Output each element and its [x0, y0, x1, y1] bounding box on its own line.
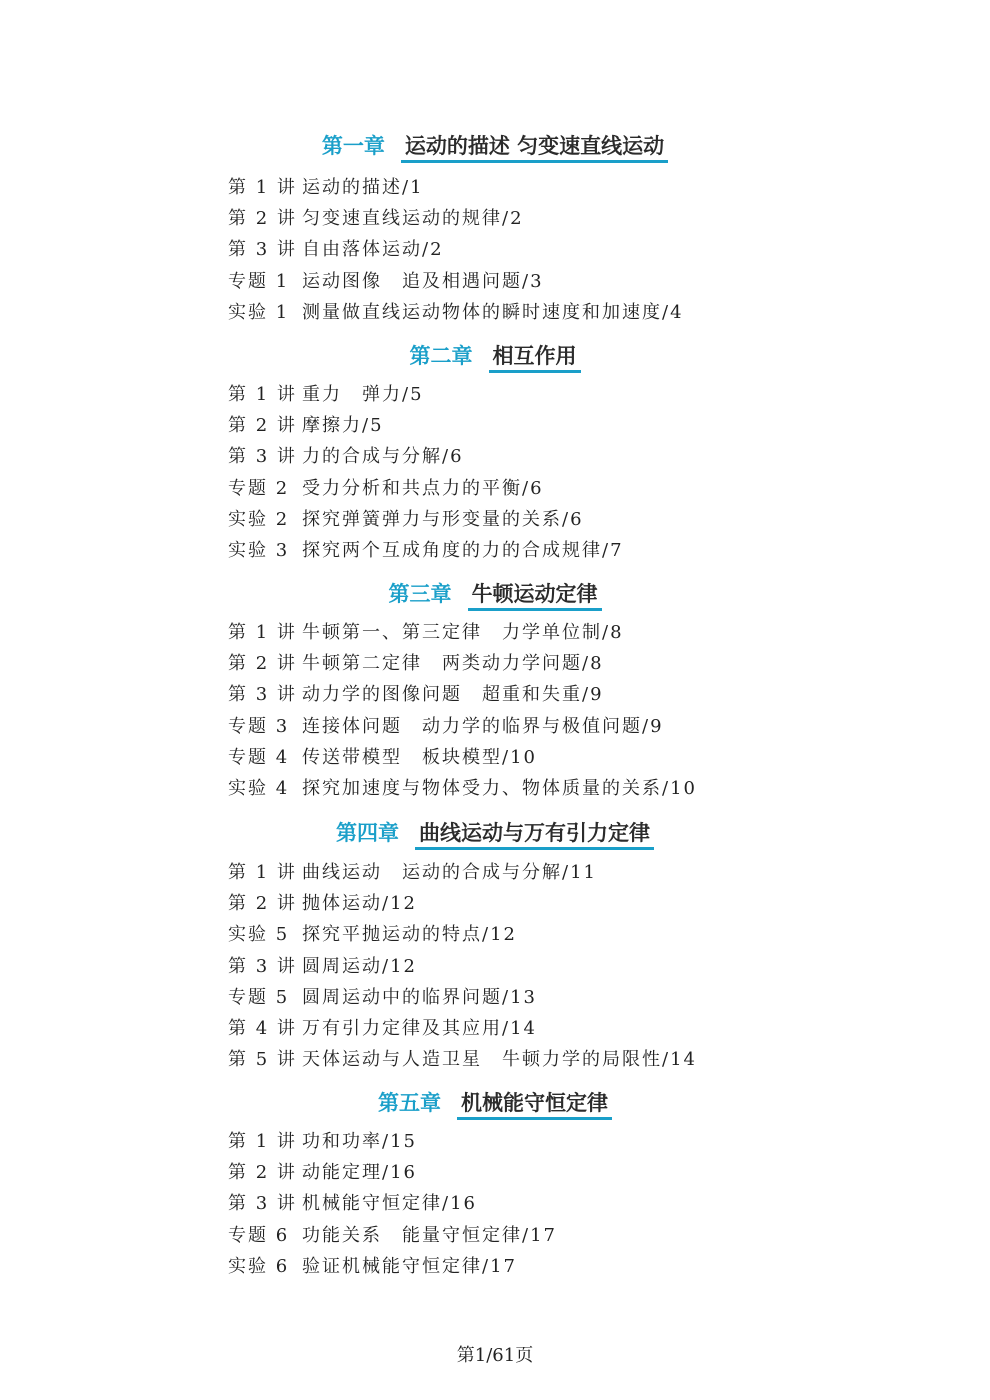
toc-entry-label: 第 4 讲 [228, 1018, 297, 1039]
toc-entry-label: 专题 6 [228, 1224, 290, 1246]
toc-entry-label: 第 1 讲 [228, 384, 297, 405]
toc-entry[interactable] [228, 922, 928, 948]
toc-entry[interactable] [228, 1223, 928, 1249]
page-footer: 第1/61页 [456, 1345, 534, 1366]
toc-entry-label: 第 1 讲 [228, 622, 297, 643]
toc-entry-text: 圆周运动/12 [302, 955, 417, 977]
toc-entry[interactable] [228, 1016, 928, 1042]
chapter-number: 第一章 [321, 134, 385, 158]
toc-entry-text: 圆周运动中的临界问题/13 [302, 986, 537, 1008]
toc-entry-text: 动力学的图像问题 超重和失重/9 [302, 684, 604, 706]
toc-entry-text: 机械能守恒定律/16 [302, 1193, 477, 1215]
toc-entry[interactable] [228, 476, 928, 502]
toc-entry-label: 第 3 讲 [228, 239, 297, 261]
toc-entry-label: 第 3 讲 [228, 446, 297, 468]
toc-entry-label: 实验 2 [228, 508, 290, 530]
chapter-heading [0, 819, 990, 847]
chapter-number: 第四章 [336, 821, 399, 845]
toc-entry[interactable] [228, 413, 928, 439]
toc-entry[interactable] [228, 1191, 928, 1217]
toc-entry-label: 专题 2 [228, 477, 290, 499]
toc-entry-text: 万有引力定律及其应用/14 [302, 1018, 537, 1039]
chapter-number: 第五章 [378, 1091, 441, 1115]
toc-entry-label: 第 2 讲 [228, 893, 297, 915]
toc-entry[interactable] [228, 444, 928, 470]
chapter-heading [0, 132, 990, 160]
chapter-title: 相互作用 [489, 342, 581, 370]
toc-entry-label: 专题 3 [228, 715, 290, 737]
toc-entry[interactable] [228, 682, 928, 708]
toc-entry-text: 动能定理/16 [302, 1162, 417, 1184]
toc-entry[interactable] [228, 714, 928, 740]
toc-entry[interactable] [228, 1129, 928, 1155]
toc-entry[interactable] [228, 620, 928, 646]
toc-entry[interactable] [228, 538, 928, 564]
toc-entry-label: 第 1 讲 [228, 862, 297, 883]
toc-entry[interactable] [228, 651, 928, 677]
toc-entry-text: 探究两个互成角度的力的合成规律/7 [302, 540, 624, 561]
toc-entry-text: 力的合成与分解/6 [302, 446, 464, 468]
toc-entry-text: 天体运动与人造卫星 牛顿力学的局限性/14 [302, 1049, 697, 1071]
toc-entry-text: 抛体运动/12 [302, 893, 417, 915]
toc-entry-text: 牛顿第一、第三定律 力学单位制/8 [302, 622, 624, 643]
toc-entry-label: 第 1 讲 [228, 177, 297, 198]
toc-entry-text: 牛顿第二定律 两类动力学问题/8 [302, 653, 604, 675]
toc-entry[interactable] [228, 1254, 928, 1280]
toc-entry-label: 第 1 讲 [228, 1131, 297, 1152]
toc-entry-label: 实验 3 [228, 540, 290, 561]
toc-entry-text: 探究加速度与物体受力、物体质量的关系/10 [302, 778, 697, 799]
toc-entry[interactable] [228, 891, 928, 917]
toc-entry-text: 连接体问题 动力学的临界与极值问题/9 [302, 715, 664, 737]
toc-entry-label: 专题 4 [228, 746, 290, 768]
toc-entry[interactable] [228, 1160, 928, 1186]
toc-entry-label: 专题 5 [228, 986, 290, 1008]
chapter-number: 第三章 [388, 582, 452, 606]
toc-entry-text: 探究弹簧弹力与形变量的关系/6 [302, 508, 584, 530]
toc-entry[interactable] [228, 237, 928, 263]
chapter-title: 机械能守恒定律 [457, 1089, 612, 1117]
toc-entry-label: 实验 6 [228, 1255, 290, 1277]
toc-entry[interactable] [228, 985, 928, 1011]
chapter-heading [0, 580, 990, 608]
toc-entry[interactable] [228, 206, 928, 232]
toc-entry-text: 摩擦力/5 [302, 415, 384, 437]
toc-entry-text: 功和功率/15 [302, 1131, 417, 1152]
toc-entry[interactable] [228, 300, 928, 326]
toc-entry-label: 实验 1 [228, 301, 290, 323]
toc-entry[interactable] [228, 776, 928, 802]
toc-entry[interactable] [228, 954, 928, 980]
toc-entry-label: 第 3 讲 [228, 684, 297, 706]
toc-entry-text: 运动图像 追及相遇问题/3 [302, 270, 544, 292]
toc-entry-label: 第 2 讲 [228, 653, 297, 675]
toc-entry[interactable] [228, 1047, 928, 1073]
chapter-number: 第二章 [409, 344, 473, 368]
toc-entry-text: 受力分析和共点力的平衡/6 [302, 477, 544, 499]
toc-entry-label: 第 5 讲 [228, 1049, 297, 1071]
toc-entry-label: 专题 1 [228, 270, 290, 292]
toc-entry-text: 功能关系 能量守恒定律/17 [302, 1224, 557, 1246]
chapter-heading [0, 1089, 990, 1117]
chapter-title: 牛顿运动定律 [468, 580, 602, 608]
toc-entry-text: 传送带模型 板块模型/10 [302, 746, 537, 768]
toc-entry[interactable] [228, 382, 928, 408]
chapter-title: 运动的描述 匀变速直线运动 [401, 132, 668, 160]
toc-entry-text: 曲线运动 运动的合成与分解/11 [302, 862, 597, 883]
toc-entry-text: 测量做直线运动物体的瞬时速度和加速度/4 [302, 301, 684, 323]
toc-entry-text: 匀变速直线运动的规律/2 [302, 208, 524, 230]
toc-entry[interactable] [228, 175, 928, 201]
toc-entry-text: 自由落体运动/2 [302, 239, 444, 261]
toc-entry-text: 重力 弹力/5 [302, 384, 424, 405]
toc-entry-label: 第 3 讲 [228, 1193, 297, 1215]
chapter-title: 曲线运动与万有引力定律 [415, 819, 654, 847]
toc-entry-text: 运动的描述/1 [302, 177, 424, 198]
toc-entry[interactable] [228, 860, 928, 886]
toc-entry[interactable] [228, 507, 928, 533]
toc-entry-label: 第 3 讲 [228, 955, 297, 977]
toc-entry-label: 实验 4 [228, 778, 290, 799]
chapter-heading [0, 342, 990, 370]
toc-entry-label: 第 2 讲 [228, 415, 297, 437]
toc-entry-label: 实验 5 [228, 924, 290, 946]
toc-entry-text: 探究平抛运动的特点/12 [302, 924, 517, 946]
toc-entry-label: 第 2 讲 [228, 1162, 297, 1184]
toc-entry-text: 验证机械能守恒定律/17 [302, 1255, 517, 1277]
toc-entry[interactable] [228, 269, 928, 295]
toc-entry[interactable] [228, 745, 928, 771]
toc-entry-label: 第 2 讲 [228, 208, 297, 230]
